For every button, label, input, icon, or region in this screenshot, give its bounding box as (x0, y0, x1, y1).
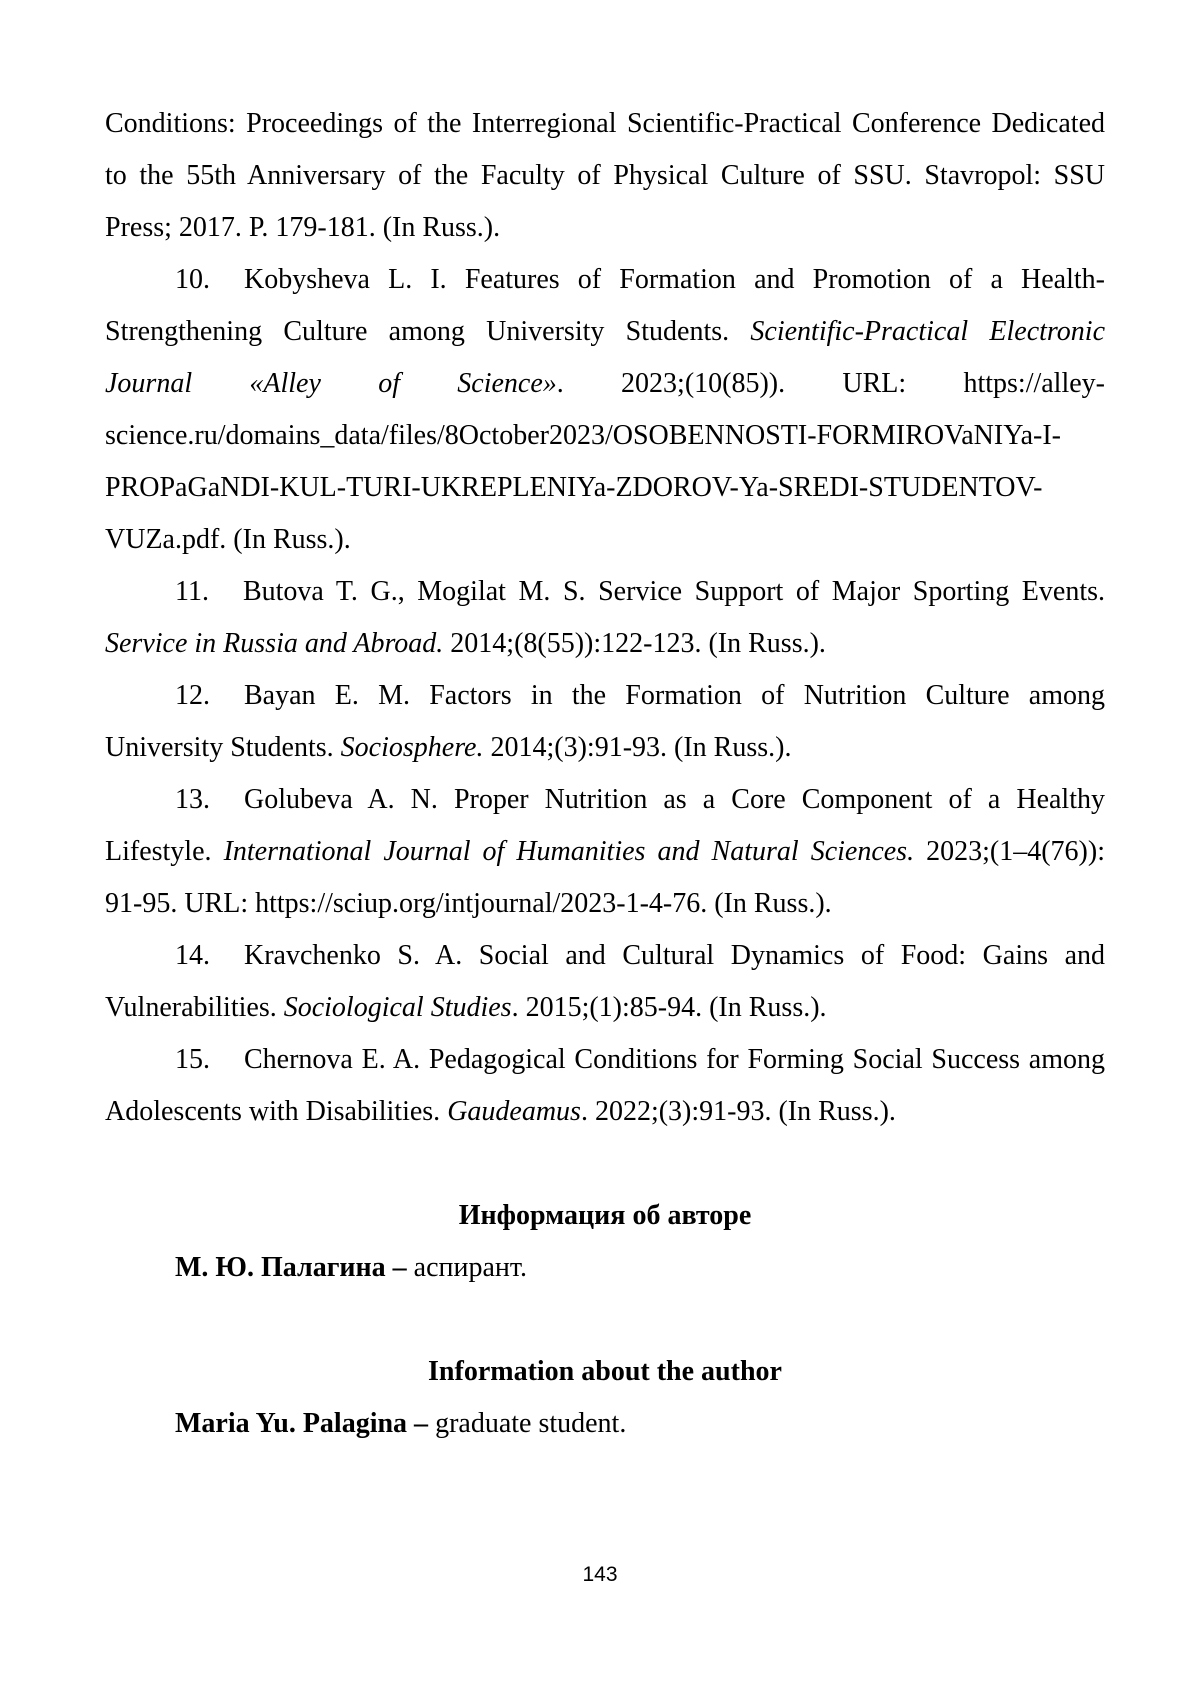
text-segment: Gaudeamus (447, 1096, 581, 1127)
reference-number: 15. (175, 1044, 210, 1075)
reference-number: 14. (175, 940, 210, 971)
text-segment: аспирант. (406, 1252, 528, 1283)
reference-number: 11. (175, 576, 209, 607)
text-segment: Scientific-Practical Electronic Journal «Alley of Science» (105, 316, 1105, 399)
text-segment: Sociological Studies (283, 992, 512, 1023)
text-segment: Butova T. G., Mogilat M. S. Service Support of Major Sporting Events. (242, 576, 1105, 607)
spacer-line (105, 1294, 1105, 1346)
reference-13 (105, 774, 1105, 930)
text-segment: . 2015;(1):85-94. (In Russ.). (511, 992, 827, 1023)
text-segment: Kravchenko S. A. Social and Cultural Dynamics of Food: Gains and Vulnerabilities. (105, 940, 1105, 1023)
text-segment: Bayan E. M. Factors in the Formation of Nutrition Culture among University Students. (105, 680, 1105, 763)
reference-9-continuation (105, 98, 1105, 254)
reference-number: 13. (175, 784, 210, 815)
author-info-ru (105, 1242, 1105, 1294)
text-segment: Golubeva A. N. Proper Nutrition as a Core Component of a Healthy Lifestyle. (105, 784, 1105, 867)
text-segment: Conditions: Proceedings of the Interregional Scientific-Practical Conference Dedicated to the 55th Anniversary of the Faculty of Physical Culture of SSU. Stavropol: SSU Press; 2017. P. 179-181. (In Russ.). (105, 108, 1105, 243)
text-segment: graduate student. (428, 1408, 627, 1439)
author-info-en (105, 1398, 1105, 1450)
reference-number: 10. (175, 264, 210, 295)
author-info-heading-ru (105, 1190, 1105, 1242)
author-info-heading-en (105, 1346, 1105, 1398)
paragraphs (105, 98, 1105, 1450)
text-segment: Информация об авторе (458, 1200, 752, 1231)
text-segment: Chernova E. A. Pedagogical Conditions for Forming Social Success among Adolescents with Disabilities. (105, 1044, 1105, 1127)
text-segment: International Journal of Humanities and Natural Sciences. (223, 836, 915, 867)
text-segment: М. Ю. Палагина – (175, 1252, 407, 1283)
text-segment: 2014;(3):91-93. (In Russ.). (483, 732, 792, 763)
text-segment: Information about the author (428, 1356, 782, 1387)
text-segment: 2023;(1–4(76)): 91-95. URL: https://sciup.org/intjournal/2023-1-4-76. (In Russ.). (105, 836, 1105, 919)
text-segment: . 2023;(10(85)). URL: https://alley-science.ru/domains_data/files/8October2023/OSOBENNOSTI-FORMIROVaNIYa-I-PROPaGaNDI-KUL-TURI-UKREPLENIYa-ZDOROV-Ya-SREDI-STUDENTOV-VUZa.pdf. (In Russ.). (105, 368, 1105, 555)
reference-number: 12. (175, 680, 210, 711)
reference-15 (105, 1034, 1105, 1138)
text-segment: Sociosphere. (340, 732, 484, 763)
text-segment: Service in Russia and Abroad. (105, 628, 444, 659)
page-number: 143 (582, 1563, 618, 1586)
text-segment: Kobysheva L. I. Features of Formation and Promotion of a Health-Strengthening Culture among University Students. (105, 264, 1105, 347)
spacer-line (105, 1138, 1105, 1190)
reference-12 (105, 670, 1105, 774)
text-segment: Maria Yu. Palagina – (175, 1408, 429, 1439)
reference-11 (105, 566, 1105, 670)
text-segment: . 2022;(3):91-93. (In Russ.). (580, 1096, 896, 1127)
reference-14 (105, 930, 1105, 1034)
reference-10 (105, 254, 1105, 566)
text-segment: 2014;(8(55)):122-123. (In Russ.). (443, 628, 826, 659)
